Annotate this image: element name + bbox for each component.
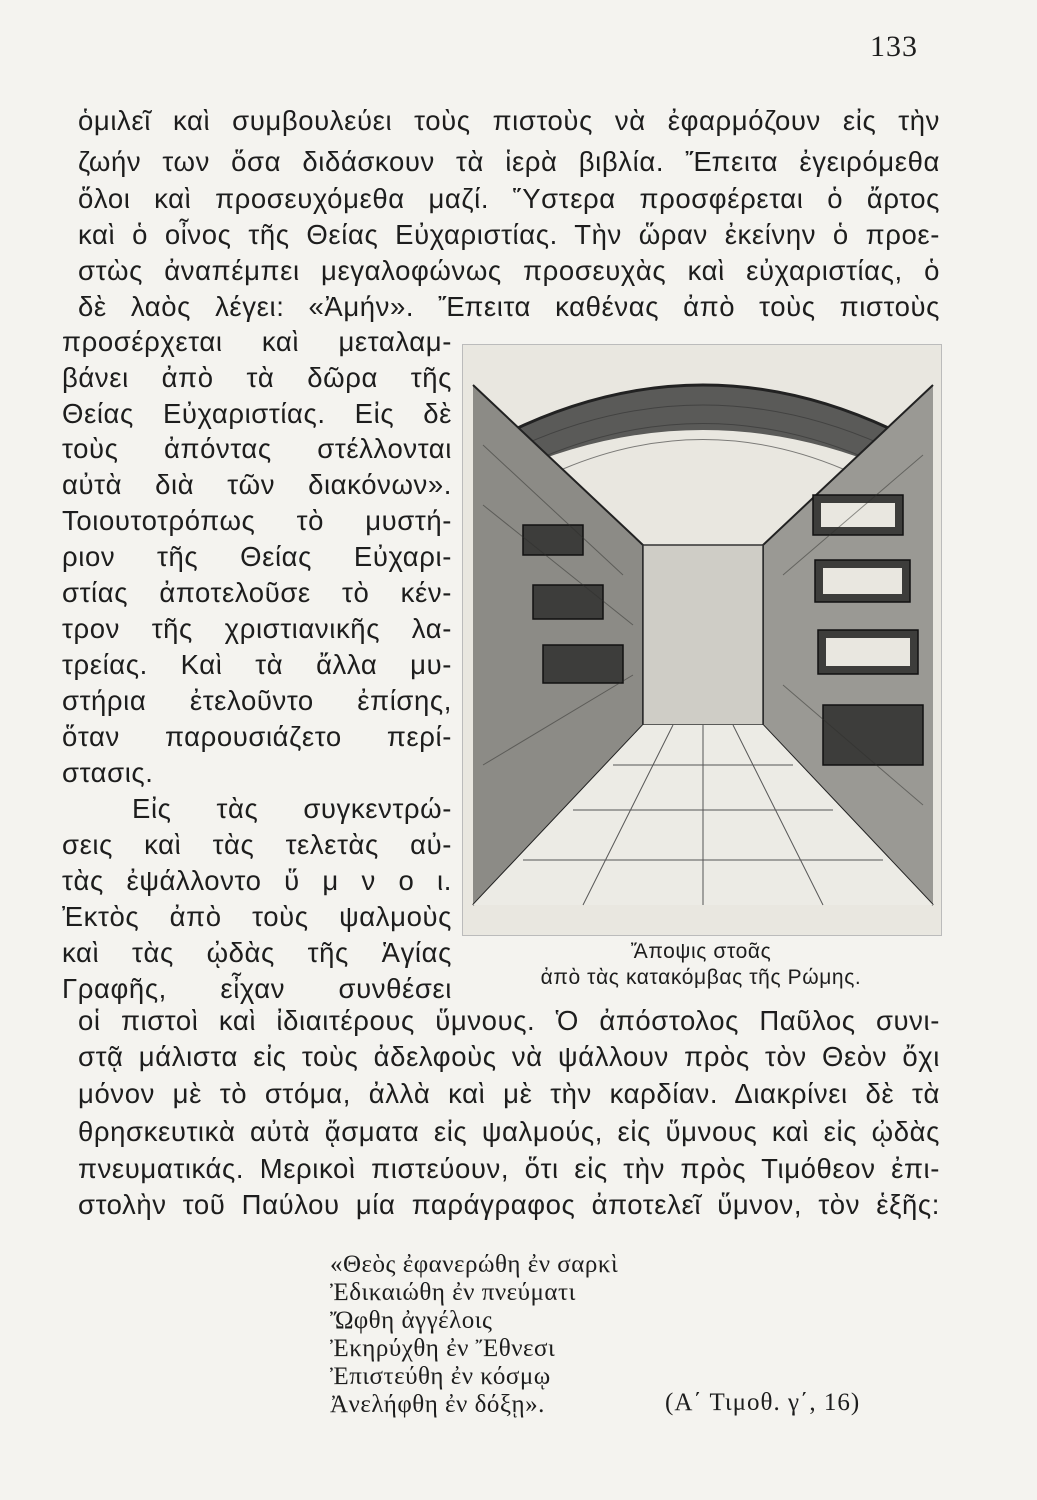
catacomb-illustration [462,344,942,936]
text-line: στὼς ἀναπέμπει μεγαλοφώνως προσευχὰς καὶ εὐχαριστίας, ὁ [78,255,940,286]
text-line: στολὴν τοῦ Παύλου μία παράγραφος ἀποτελεῖ ὕμνον, τὸν ἑξῆς: [78,1189,940,1220]
page-number: 133 [870,30,918,63]
column-line: τρον τῆς χριστιανικῆς λα- [62,613,452,644]
column-line: ὅταν παρουσιάζετο περί- [62,721,452,752]
column-line: στήρια ἐτελοῦντο ἐπίσης, [62,685,452,716]
hymn-line: Ἀνελήφθη ἐν δόξῃ». [330,1391,545,1418]
text-line: μόνον μὲ τὸ στόμα, ἀλλὰ καὶ μὲ τὴν καρδίαν. Διακρίνει δὲ τὰ [78,1078,940,1109]
text-line: πνευματικάς. Μερικοὶ πιστεύουν, ὅτι εἰς τὴν πρὸς Τιμόθεον ἐπι- [78,1153,940,1184]
figure-caption-line: ἀπὸ τὰς κατακόμβας τῆς Ρώμης. [540,966,862,989]
text-line: στᾷ μάλιστα εἰς τοὺς ἀδελφοὺς νὰ ψάλλουν πρὸς τὸν Θεὸν ὄχι [78,1041,940,1072]
figure-caption-line: Ἄποψις στοᾶς [630,940,772,963]
column-line: σεις καὶ τὰς τελετὰς αὐ- [62,829,452,860]
text-line: δὲ λαὸς λέγει: «Ἀμήν». Ἔπειτα καθένας ἀπὸ τοὺς πιστοὺς [78,291,940,322]
text-line: οἱ πιστοὶ καὶ ἰδιαιτέρους ὕμνους. Ὁ ἀπόστολος Παῦλος συνι- [78,1005,940,1036]
column-line: προσέρχεται καὶ μεταλαμ- [62,326,452,357]
hymn-line: Ἐκηρύχθη ἐν Ἔθνεσι [330,1335,556,1362]
column-line: Εἰς τὰς συγκεντρώ- [132,793,452,824]
text-line: ζωήν των ὅσα διδάσκουν τὰ ἱερὰ βιβλία. Ἔπειτα ἐγειρόμεθα [78,146,940,177]
column-line: ριον τῆς Θείας Εὐχαρι- [62,541,452,572]
scripture-reference: (Α΄ Τιμοθ. γ΄, 16) [665,1389,861,1416]
column-line: καὶ τὰς ᾠδὰς τῆς Ἁγίας [62,937,452,968]
column-line: στίας ἀποτελοῦσε τὸ κέν- [62,577,452,608]
hymn-line: «Θεὸς ἐφανερώθη ἐν σαρκὶ [330,1251,619,1278]
column-line: τρείας. Καὶ τὰ ἄλλα μυ- [62,649,452,680]
catacomb-drawing [463,345,941,935]
hymn-line: Ὤφθη ἀγγέλοις [330,1307,493,1334]
column-line: Θείας Εὐχαριστίας. Εἰς δὲ [62,398,452,429]
column-line: Τοιουτοτρόπως τὸ μυστή- [62,505,452,536]
column-line: τοὺς ἀπόντας στέλλονται [62,433,452,464]
text-line: ὅλοι καὶ προσευχόμεθα μαζί. Ὕστερα προσφέρεται ὁ ἄρτος [78,183,940,214]
column-line: στασις. [62,757,154,788]
hymn-line: Ἐδικαιώθη ἐν πνεύματι [330,1279,576,1306]
column-line: Γραφῆς, εἶχαν συνθέσει [62,973,452,1004]
text-line: καὶ ὁ οἶνος τῆς Θείας Εὐχαριστίας. Τὴν ὥραν ἐκείνην ὁ προε- [78,219,940,250]
text-line: θρησκευτικὰ αὐτὰ ᾄσματα εἰς ψαλμούς, εἰς ὕμνους καὶ εἰς ᾠδὰς [78,1116,940,1147]
hymn-line: Ἐπιστεύθη ἐν κόσμῳ [330,1363,551,1390]
column-line: Ἐκτὸς ἀπὸ τοὺς ψαλμοὺς [62,901,452,932]
column-line: αὐτὰ διὰ τῶν διακόνων». [62,469,452,500]
column-line: τὰς ἐψάλλοντο ὕ μ ν ο ι. [62,865,452,896]
text-line: ὁμιλεῖ καὶ συμβουλεύει τοὺς πιστοὺς νὰ ἐφαρμόζουν εἰς τὴν [78,105,940,136]
column-line: βάνει ἀπὸ τὰ δῶρα τῆς [62,362,452,393]
